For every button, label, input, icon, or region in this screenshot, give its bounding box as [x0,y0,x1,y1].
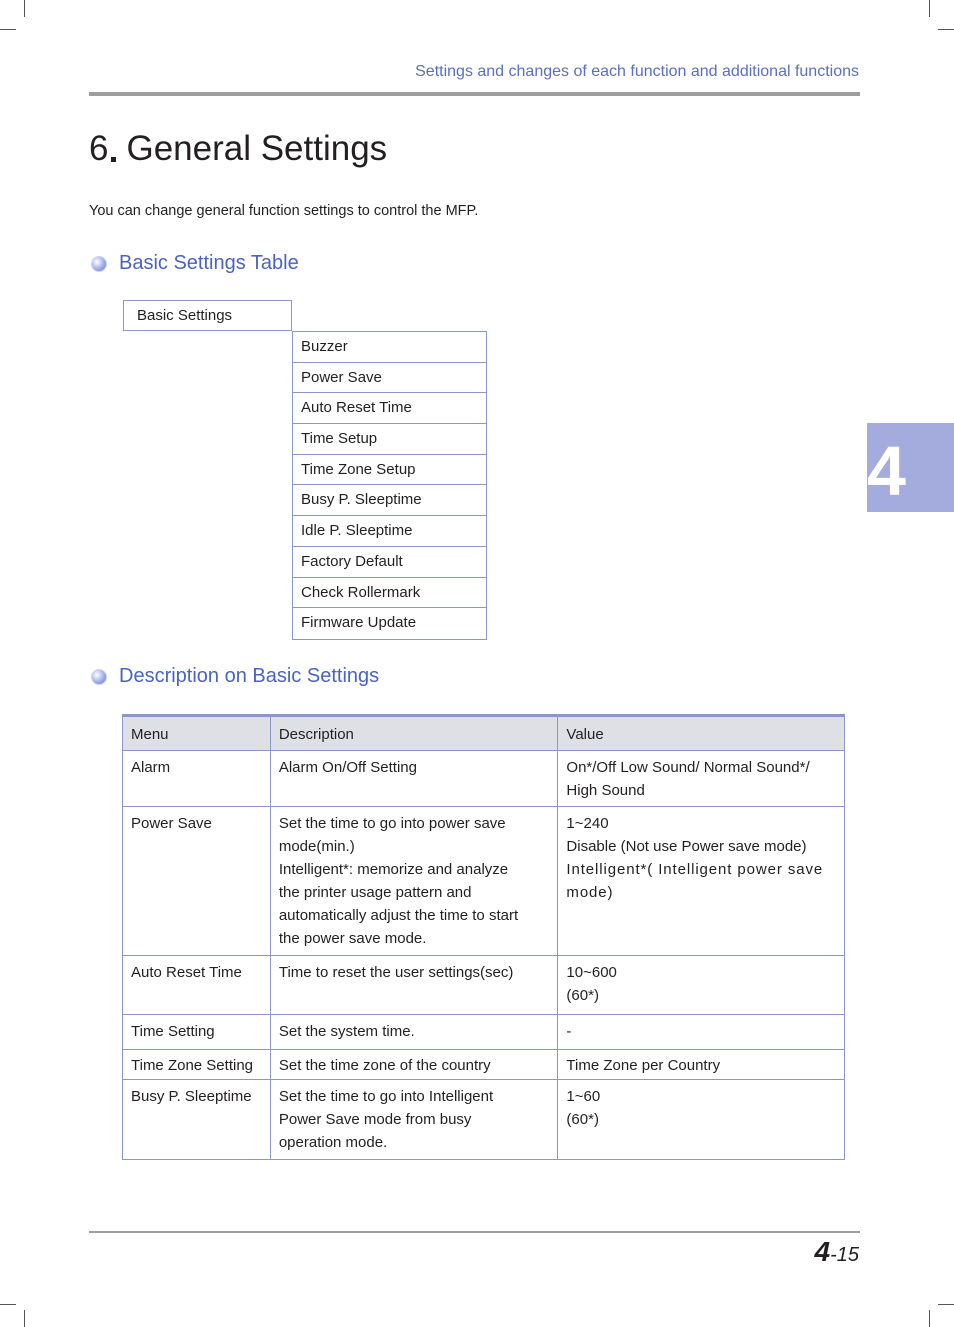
cell-value [558,807,845,956]
cell-menu [123,1015,271,1050]
page-title [89,129,387,169]
header-rule [89,92,860,96]
cell-text: Alarm On/Off Setting [278,759,417,776]
running-header: Settings and changes of each function and additional functions [415,63,859,80]
crop-mark [24,0,25,17]
settings-tree-item: Buzzer [293,332,486,363]
section-number: 6 [89,129,109,168]
crop-mark [938,29,954,30]
cell-text: Set the time zone of the country [278,1057,491,1074]
column-header-value: Value [558,716,845,751]
settings-tree-item: Factory Default [293,547,486,578]
cell-description [270,807,558,956]
column-header-description: Description [270,716,558,751]
settings-tree-item: Auto Reset Time [293,393,486,424]
cell-value [558,1080,845,1160]
settings-tree-item: Time Zone Setup [293,455,486,486]
cell-description [270,1050,558,1080]
table-row [123,1050,845,1080]
settings-tree-item: Firmware Update [301,614,417,632]
cell-text: Time Setting [131,1023,215,1040]
table-row [123,807,845,956]
chapter-tab [867,423,954,512]
description-table [122,714,845,1160]
cell-text: mode) [566,884,614,901]
settings-tree-item: Time Setup [293,424,486,455]
cell-text: On*/Off Low Sound/ Normal Sound*/ [566,759,810,776]
cell-text: Time to reset the user settings(sec) [278,964,514,981]
settings-tree-item: Busy P. Sleeptime [293,485,486,516]
cell-value [558,956,845,1015]
cell-menu [123,807,271,956]
cell-text: - [566,1023,572,1040]
sphere-bullet-icon [92,670,106,684]
cell-text: (60*) [566,987,599,1004]
cell-description [270,1015,558,1050]
crop-mark [929,1310,930,1327]
table-row [123,1080,845,1160]
cell-text: the printer usage pattern and [278,884,472,901]
cell-text: Auto Reset Time [131,964,242,981]
cell-value [558,751,845,807]
footer-rule [89,1231,860,1233]
cell-text: Power Save mode from busy [278,1111,472,1128]
cell-value [558,1015,845,1050]
cell-description [270,956,558,1015]
sphere-bullet-icon [92,257,106,271]
title-text: General Settings [126,129,388,168]
section-heading-text: Description on Basic Settings [119,665,380,687]
table-row [123,751,845,807]
cell-text: Set the time to go into power save [278,815,506,832]
table-row [123,1015,845,1050]
cell-text: Intelligent*( Intelligent power save [566,861,824,878]
section-heading-text: Basic Settings Table [119,252,299,274]
crop-mark [929,0,930,17]
column-header-menu: Menu [123,716,271,751]
table-header-row [123,716,845,751]
table-row [123,956,845,1015]
page-number-chapter: 4 [814,1236,831,1267]
cell-text: 1~240 [566,815,609,832]
page-number-separator: - [830,1244,837,1266]
page-number-page: 15 [836,1244,859,1266]
cell-text: mode(min.) [278,838,355,855]
cell-text: Disable (Not use Power save mode) [566,838,807,855]
section-heading-description [92,665,379,688]
cell-description [270,751,558,807]
settings-tree-root: Basic Settings [123,300,292,331]
cell-text: the power save mode. [278,930,427,947]
title-dot [111,157,116,162]
section-heading-table [92,252,299,275]
intro-paragraph: You can change general function settings to control the MFP. [89,203,479,219]
cell-text: automatically adjust the time to start [278,907,519,924]
cell-text: Intelligent*: memorize and analyze [278,861,509,878]
page-number [815,1236,860,1268]
cell-text: 1~60 [566,1088,601,1105]
cell-text: Set the time to go into Intelligent [278,1088,494,1105]
crop-mark [0,1304,16,1305]
cell-menu [123,1080,271,1160]
settings-tree-item: Idle P. Sleeptime [293,516,486,547]
crop-mark [0,29,16,30]
settings-tree-children [292,331,487,640]
cell-text: Time Zone per Country [566,1057,721,1074]
cell-text: Time Zone Setting [131,1057,253,1074]
crop-mark [938,1304,954,1305]
settings-tree-item: Check Rollermark [293,578,486,609]
cell-text: High Sound [566,782,645,799]
cell-menu [123,751,271,807]
cell-text: Alarm [131,759,171,776]
chapter-tab-number: 4 [867,432,906,510]
cell-description [270,1080,558,1160]
settings-tree-item: Power Save [293,363,486,394]
crop-mark [24,1310,25,1327]
cell-menu [123,956,271,1015]
cell-text: operation mode. [278,1134,388,1151]
cell-text: Busy P. Sleeptime [131,1088,252,1105]
cell-menu [123,1050,271,1080]
cell-text: Power Save [131,815,212,832]
cell-text: Set the system time. [278,1023,415,1040]
cell-text: 10~600 [566,964,617,981]
cell-value [558,1050,845,1080]
cell-text: (60*) [566,1111,599,1128]
